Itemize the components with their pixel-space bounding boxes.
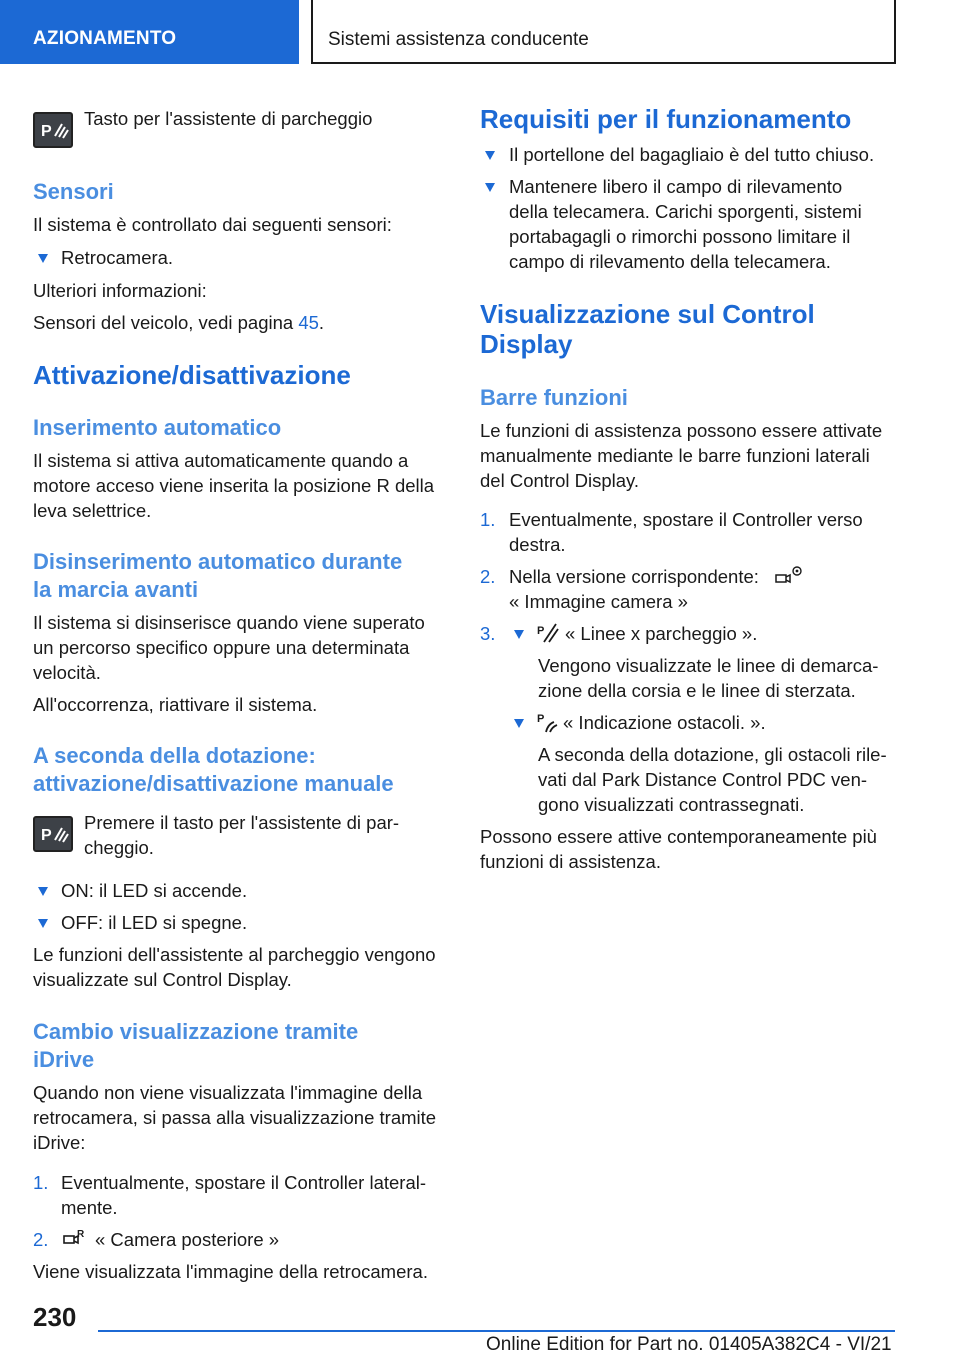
header-section-label: AZIONAMENTO [33, 28, 177, 49]
svg-text:R: R [77, 1229, 85, 1240]
manual-heading: A seconda della dotazione: [33, 743, 316, 768]
auto-off-text: Il sistema si disinserisce quando viene superato [33, 612, 425, 633]
result-text: Viene visualizzata l'immagine della retrocamera. [33, 1261, 428, 1282]
page-number: 230 [33, 1302, 77, 1332]
auto-on-text: motore acceso viene inserita la posizione R della [33, 475, 435, 496]
attivazione-heading: Attivazione/disattivazione [33, 360, 351, 390]
req-item: campo di rilevamento della telecamera. [509, 251, 831, 272]
bullet-triangle-icon [38, 254, 48, 263]
auto-on-heading: Inserimento automatico [33, 415, 282, 440]
req-item: della telecamera. Carichi sporgenti, sistemi [509, 201, 862, 222]
bullet-triangle-icon [514, 719, 524, 728]
header-section-tab [0, 0, 299, 64]
svg-text:P: P [41, 123, 52, 140]
parking-lines-icon [536, 620, 560, 649]
step-text: A seconda della dotazione, gli ostacoli rile- [538, 744, 887, 765]
cambio-heading: iDrive [33, 1047, 95, 1072]
svg-text:P: P [41, 827, 52, 844]
final-text: funzioni di assistenza. [480, 851, 661, 872]
ulteriori-label: Ulteriori informazioni: [33, 280, 207, 301]
bullet-triangle-icon [38, 887, 48, 896]
barre-heading: Barre funzioni [480, 385, 628, 410]
cambio-heading: Cambio visualizzazione tramite [33, 1019, 359, 1044]
req-item: Mantenere libero il campo di rilevamento [509, 176, 843, 197]
manual-text: cheggio. [84, 837, 154, 858]
sensori-heading: Sensori [33, 179, 114, 204]
page-link-45[interactable]: 45 [298, 312, 319, 333]
manual-heading: attivazione/disattivazione manuale [33, 771, 394, 796]
auto-off-heading: la marcia avanti [33, 577, 199, 602]
sensori-intro: Il sistema è controllato dai seguenti sensori: [33, 214, 392, 235]
step-text: « Indicazione ostacoli. ». [563, 712, 766, 733]
park-assist-button-icon [33, 112, 73, 148]
step-text: zione della corsia e le linee di sterzata. [538, 680, 856, 701]
on-item: ON: il LED si accende. [61, 880, 248, 901]
camera-settings-icon [773, 564, 805, 593]
bullet-triangle-icon [485, 183, 495, 192]
bullet-triangle-icon [485, 151, 495, 160]
barre-text: manualmente mediante le barre funzioni laterali [480, 445, 870, 466]
step-text: Eventualmente, spostare il Controller lateral- [61, 1172, 427, 1193]
auto-on-text: Il sistema si attiva automaticamente quando a [33, 450, 409, 471]
step-text: Nella versione corrispondente: [509, 566, 759, 587]
auto-off-heading: Disinserimento automatico durante [33, 549, 403, 574]
funzioni-text: visualizzate sul Control Display. [33, 969, 292, 990]
step-text: destra. [509, 534, 566, 555]
svg-text:P: P [537, 625, 545, 637]
step-text: « Immagine camera » [509, 591, 688, 612]
auto-off-text: velocità. [33, 662, 101, 683]
req-item: portabagagli o rimorchi possono limitare il [509, 226, 851, 247]
rear-camera-icon [62, 1228, 86, 1255]
final-text: Possono essere attive contemporaneamente più [480, 826, 877, 847]
step-number: 2. [480, 566, 496, 587]
svg-text:P: P [537, 713, 545, 725]
step-text: vati dal Park Distance Control PDC ven- [538, 769, 868, 790]
barre-text: del Control Display. [480, 470, 640, 491]
step-text: Eventualmente, spostare il Controller verso [509, 509, 863, 530]
step-number: 3. [480, 623, 496, 644]
sensori-reference: Sensori del veicolo, vedi pagina 45. [33, 312, 325, 333]
bullet-triangle-icon [514, 630, 524, 639]
park-assist-button-icon [33, 816, 73, 852]
visualizzazione-heading: Display [480, 329, 573, 359]
barre-text: Le funzioni di assistenza possono essere attivate [480, 420, 883, 441]
auto-on-text: leva selettrice. [33, 500, 152, 521]
requisiti-heading: Requisiti per il funzionamento [480, 104, 852, 134]
step-text: « Linee x parcheggio ». [565, 623, 758, 644]
step-text: « Camera posteriore » [95, 1229, 280, 1250]
step-number: 1. [33, 1172, 49, 1193]
auto-off-text: All'occorrenza, riattivare il sistema. [33, 694, 318, 715]
req-item: Il portellone del bagagliaio è del tutto chiuso. [509, 144, 875, 165]
sensori-item: Retrocamera. [61, 247, 174, 268]
step-text: mente. [61, 1197, 118, 1218]
button-caption: Tasto per l'assistente di parcheggio [84, 108, 373, 129]
step-number: 2. [33, 1229, 49, 1250]
bullet-triangle-icon [38, 919, 48, 928]
step-text: gono visualizzati contrassegnati. [538, 794, 805, 815]
auto-off-text: un percorso specifico oppure una determinata [33, 637, 410, 658]
obstacle-icon [536, 710, 560, 739]
step-text: Vengono visualizzate le linee di demarca- [538, 655, 879, 676]
cambio-text: retrocamera, si passa alla visualizzazione tramite [33, 1107, 437, 1128]
manual-text: Premere il tasto per l'assistente di par- [84, 812, 400, 833]
cambio-text: Quando non viene visualizzata l'immagine della [33, 1082, 423, 1103]
off-item: OFF: il LED si spegne. [61, 912, 248, 933]
header-chapter-label: Sistemi assistenza conducente [328, 29, 589, 50]
cambio-text: iDrive: [33, 1132, 86, 1153]
visualizzazione-heading: Visualizzazione sul Control [480, 299, 815, 329]
funzioni-text: Le funzioni dell'assistente al parcheggio vengono [33, 944, 436, 965]
footer-divider [98, 1330, 895, 1332]
step-number: 1. [480, 509, 496, 530]
header-chapter-tab [311, 0, 896, 64]
footer-edition: Online Edition for Part no. 01405A382C4 - VI/21 [486, 1334, 892, 1355]
